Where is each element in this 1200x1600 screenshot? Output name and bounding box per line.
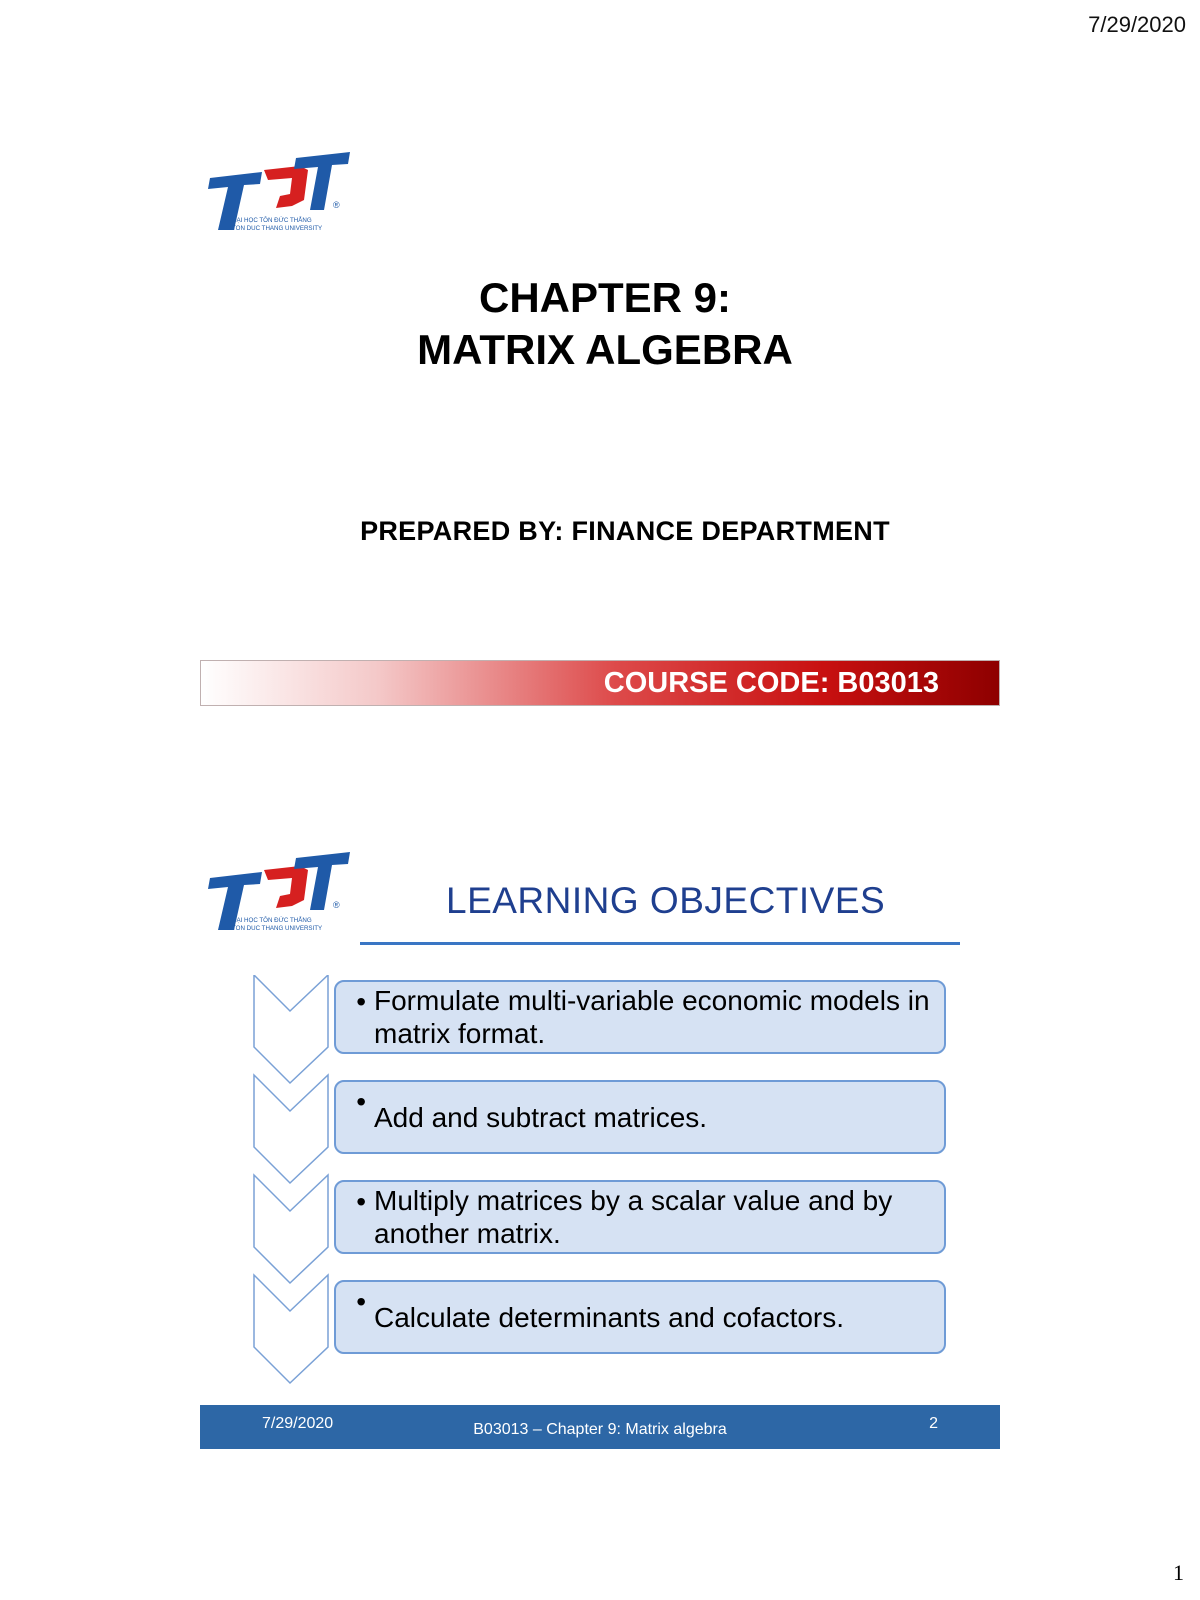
objective-text-4: Calculate determinants and cofactors. bbox=[374, 1301, 845, 1333]
course-code: COURSE CODE: B03013 bbox=[603, 667, 939, 699]
objective-text-1: Formulate multi-variable economic models in matrix format. bbox=[374, 985, 930, 1049]
bullet-2: • bbox=[356, 1086, 366, 1117]
course-code-bar bbox=[200, 660, 1000, 706]
university-logo bbox=[200, 150, 350, 236]
chevron-icon-3 bbox=[254, 1175, 328, 1283]
registered-mark-2: ® bbox=[333, 900, 340, 910]
objective-text-3: Multiply matrices by a scalar value and by another matrix. bbox=[374, 1185, 893, 1249]
bullet-4: • bbox=[356, 1286, 366, 1317]
chapter-title-line2: MATRIX ALGEBRA bbox=[417, 326, 793, 373]
footer-date: 7/29/2020 bbox=[262, 1415, 334, 1432]
chapter-title bbox=[0, 272, 1200, 376]
chevron-icon-1 bbox=[254, 975, 328, 1083]
logo-line2: TON DUC THANG UNIVERSITY bbox=[232, 225, 323, 232]
objective-item-2 bbox=[334, 1080, 946, 1154]
footer-course-title: B03013 – Chapter 9: Matrix algebra bbox=[473, 1421, 727, 1438]
logo-line1-2: ĐẠI HỌC TÔN ĐỨC THẮNG bbox=[232, 917, 312, 924]
page-number: 1 bbox=[1173, 1560, 1184, 1585]
objective-item-3 bbox=[334, 1180, 946, 1254]
bullet-1: • bbox=[356, 986, 366, 1017]
objective-item-4 bbox=[334, 1280, 946, 1354]
slide-footer bbox=[200, 1405, 1000, 1449]
logo-line1: ĐẠI HỌC TÔN ĐỨC THẮNG bbox=[232, 217, 312, 224]
chevron-icon-4 bbox=[254, 1275, 328, 1383]
logo-line2-2: TON DUC THANG UNIVERSITY bbox=[232, 925, 323, 932]
registered-mark: ® bbox=[333, 200, 340, 210]
footer-slide-number: 2 bbox=[929, 1415, 938, 1432]
page-date: 7/29/2020 bbox=[1088, 12, 1186, 37]
chevron-icon-2 bbox=[254, 1075, 328, 1183]
objective-text-2: Add and subtract matrices. bbox=[374, 1101, 708, 1133]
learning-objectives-title: LEARNING OBJECTIVES bbox=[446, 880, 886, 921]
university-logo-2 bbox=[200, 850, 350, 936]
objective-item-1 bbox=[334, 980, 946, 1054]
prepared-by: PREPARED BY: FINANCE DEPARTMENT bbox=[360, 516, 890, 546]
chevron-process-arrows bbox=[252, 975, 342, 1395]
bullet-3: • bbox=[356, 1186, 366, 1217]
chapter-title-line1: CHAPTER 9: bbox=[478, 274, 732, 321]
title-underline bbox=[360, 942, 960, 945]
